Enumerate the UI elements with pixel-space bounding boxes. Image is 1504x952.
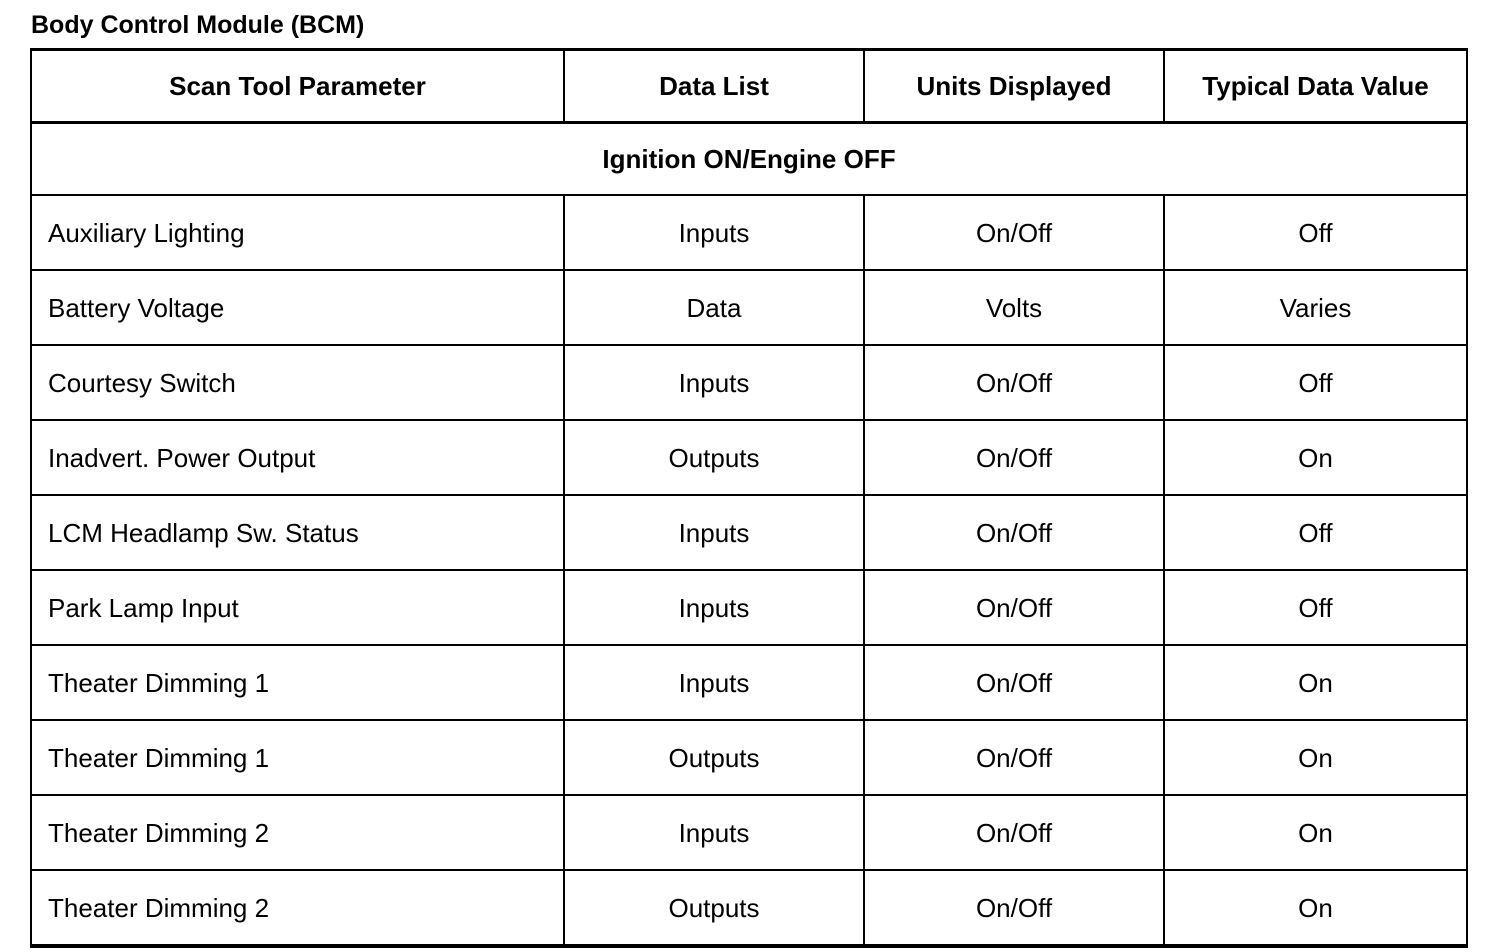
parameter-cell: LCM Headlamp Sw. Status <box>31 495 564 570</box>
units-cell: On/Off <box>864 495 1164 570</box>
data-list-cell: Inputs <box>564 495 864 570</box>
units-cell: On/Off <box>864 720 1164 795</box>
data-list-cell: Outputs <box>564 870 864 946</box>
data-list-cell: Inputs <box>564 795 864 870</box>
units-cell: On/Off <box>864 645 1164 720</box>
parameter-cell: Battery Voltage <box>31 270 564 345</box>
column-header-data-list: Data List <box>564 50 864 123</box>
table-row <box>31 195 1467 270</box>
typical-value-cell: Off <box>1164 495 1467 570</box>
document-title: Body Control Module (BCM) <box>31 11 365 39</box>
units-cell: On/Off <box>864 195 1164 270</box>
table-row <box>31 420 1467 495</box>
section-row <box>31 123 1467 196</box>
parameter-cell: Park Lamp Input <box>31 570 564 645</box>
table-row <box>31 795 1467 870</box>
data-list-cell: Outputs <box>564 720 864 795</box>
table-row <box>31 720 1467 795</box>
units-cell: Volts <box>864 270 1164 345</box>
typical-value-cell: Off <box>1164 570 1467 645</box>
parameter-cell: Courtesy Switch <box>31 345 564 420</box>
typical-value-cell: On <box>1164 795 1467 870</box>
data-list-cell: Outputs <box>564 420 864 495</box>
table-row <box>31 645 1467 720</box>
scan-tool-parameter-table <box>30 48 1468 948</box>
typical-value-cell: Varies <box>1164 270 1467 345</box>
table-row <box>31 570 1467 645</box>
units-cell: On/Off <box>864 570 1164 645</box>
parameter-cell: Theater Dimming 1 <box>31 720 564 795</box>
column-header-units-displayed: Units Displayed <box>864 50 1164 123</box>
typical-value-cell: On <box>1164 420 1467 495</box>
table-row <box>31 345 1467 420</box>
units-cell: On/Off <box>864 870 1164 946</box>
data-list-cell: Inputs <box>564 195 864 270</box>
parameter-cell: Auxiliary Lighting <box>31 195 564 270</box>
typical-value-cell: On <box>1164 870 1467 946</box>
data-list-cell: Data <box>564 270 864 345</box>
parameter-cell: Theater Dimming 1 <box>31 645 564 720</box>
parameter-cell: Theater Dimming 2 <box>31 870 564 946</box>
typical-value-cell: Off <box>1164 345 1467 420</box>
units-cell: On/Off <box>864 420 1164 495</box>
parameter-cell: Theater Dimming 2 <box>31 795 564 870</box>
column-header-scan-tool-parameter: Scan Tool Parameter <box>31 50 564 123</box>
parameter-cell: Inadvert. Power Output <box>31 420 564 495</box>
column-header-typical-data-value: Typical Data Value <box>1164 50 1467 123</box>
typical-value-cell: Off <box>1164 195 1467 270</box>
table-header-row <box>31 50 1467 123</box>
units-cell: On/Off <box>864 795 1164 870</box>
table-row <box>31 270 1467 345</box>
table-row <box>31 495 1467 570</box>
typical-value-cell: On <box>1164 645 1467 720</box>
typical-value-cell: On <box>1164 720 1467 795</box>
data-list-cell: Inputs <box>564 345 864 420</box>
data-list-cell: Inputs <box>564 570 864 645</box>
data-list-cell: Inputs <box>564 645 864 720</box>
units-cell: On/Off <box>864 345 1164 420</box>
section-heading: Ignition ON/Engine OFF <box>31 123 1467 196</box>
table-row <box>31 870 1467 946</box>
